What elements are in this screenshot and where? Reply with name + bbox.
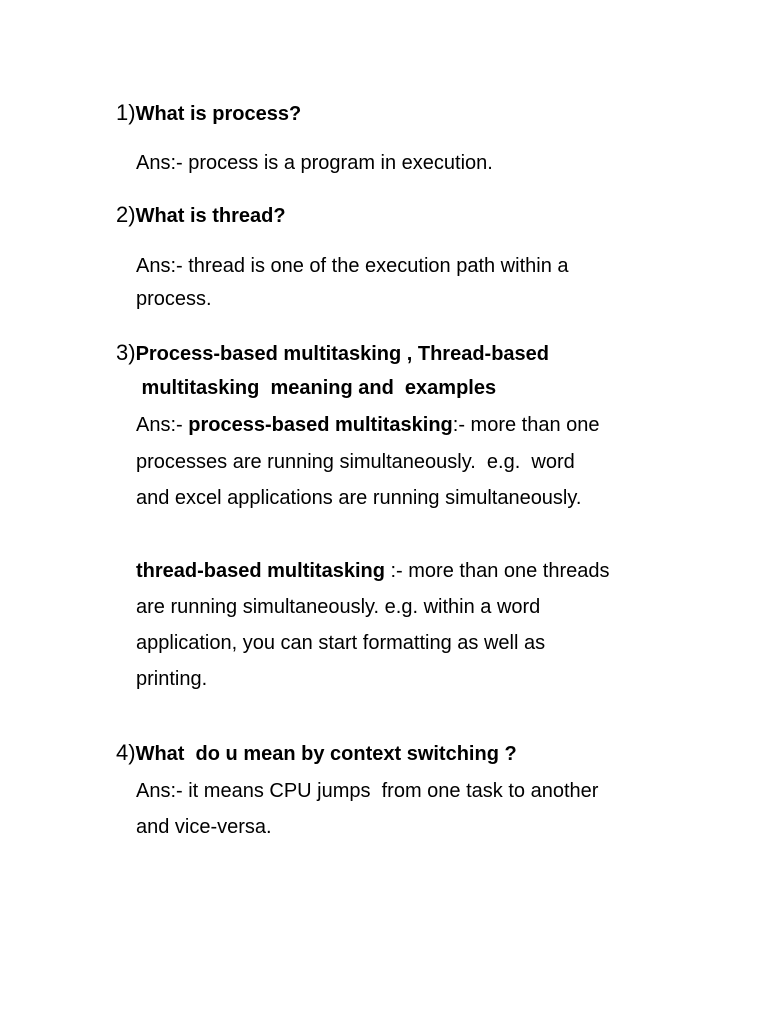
process-based-term: process-based multitasking [188,414,453,436]
answer-4-line-1: Ans:- it means CPU jumps from one task to another [136,780,599,802]
answer-3-process-line-1 [136,412,600,438]
answer-1-line-1: Ans:- process is a program in execution. [136,152,493,174]
question-4 [116,740,517,767]
question-text-line-1: Process-based multitasking , Thread-based [135,343,550,365]
thread-based-term: thread-based multitasking [136,560,385,582]
question-number: 1) [116,100,136,125]
answer-prefix: Ans:- [136,414,189,436]
answer-3-thread-line-4: printing. [136,668,208,690]
question-3 [116,340,549,367]
question-text: What do u mean by context switching ? [135,743,517,765]
process-based-definition: :- more than one [452,414,600,436]
question-text: What is thread? [135,205,286,227]
answer-3-thread-line-2: are running simultaneously. e.g. within a word [136,596,541,618]
question-1 [116,100,301,127]
answer-3-process-line-2: processes are running simultaneously. e.g. word [136,451,575,473]
question-2 [116,202,286,229]
answer-3-process-line-3: and excel applications are running simultaneously. [136,487,582,509]
answer-2-line-1: Ans:- thread is one of the execution path within a [136,255,569,277]
answer-3-thread-line-3: application, you can start formatting as well as [136,632,546,654]
thread-based-definition: :- more than one threads [384,560,610,582]
answer-2-line-2: process. [136,288,212,310]
answer-4-line-2: and vice-versa. [136,816,272,838]
question-number: 2) [116,202,136,227]
question-number: 4) [116,740,136,765]
answer-3-thread-line-1 [136,558,610,584]
question-number: 3) [116,340,136,365]
question-text: What is process? [135,103,302,125]
question-3-line-2: multitasking meaning and examples [136,377,497,399]
